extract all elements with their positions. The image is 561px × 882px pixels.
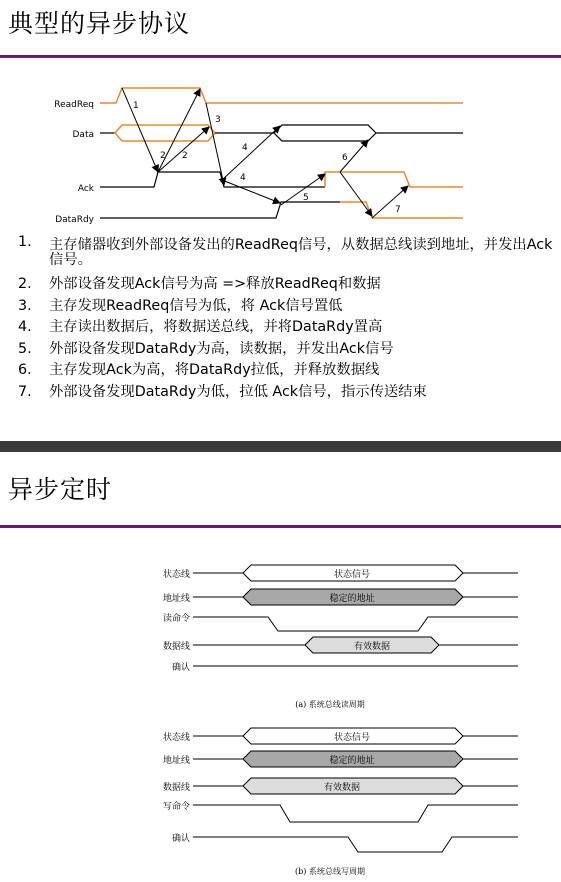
arrow-step-2b [158, 127, 209, 172]
bus-label-data: 有效数据 [323, 783, 361, 793]
arrow-step-4a [222, 126, 280, 180]
step-number-7: 7 [395, 205, 401, 215]
step-item: 2. 外部设备发现Ack信号为高 =>释放ReadReq和数据 [18, 276, 381, 292]
step-item: 5. 外部设备发现DataRdy为高，读数据，并发出Ack信号 [18, 340, 394, 357]
write-command-waveform [193, 805, 518, 822]
signal-label-data: Data [72, 130, 94, 140]
write-cycle-diagram [163, 728, 518, 876]
signal-label: 数据线 [162, 642, 190, 652]
slide-title: 异步定时 [8, 475, 113, 504]
arrow-step-7 [372, 186, 408, 218]
slide-separator [0, 441, 561, 452]
signal-label-readreq: ReadReq [54, 100, 94, 110]
arrow-step-6b [340, 172, 372, 216]
signal-label: 写命令 [162, 802, 190, 812]
bus-label-status: 状态信号 [333, 733, 371, 743]
read-command-waveform [193, 617, 518, 631]
handshake-timing-diagram [0, 78, 561, 230]
bus-cycle-timing-diagrams [0, 550, 561, 882]
datardy-waveform-black [100, 202, 340, 218]
step-item: 7. 外部设备发现DataRdy为低，拉低 Ack信号，指示传送结束 [18, 383, 427, 400]
data-valid-address [115, 125, 215, 141]
step-number-1: 1 [133, 101, 139, 111]
step-item: 4. 主存读出数据后，将数据送总线，并将DataRdy置高 [18, 319, 383, 335]
signal-label: 确认 [171, 834, 190, 844]
bus-label-address: 稳定的地址 [329, 594, 375, 604]
step-number-2a: 2 [160, 151, 166, 161]
read-cycle-diagram [163, 565, 518, 709]
title-rule [0, 55, 561, 58]
signal-label: 地址线 [162, 594, 190, 604]
arrow-step-1 [122, 88, 158, 172]
step-item: 3. 主存发现ReadReq信号为低，将 Ack信号置低 [18, 297, 343, 314]
bus-label-status: 状态信号 [333, 570, 371, 580]
title-rule [0, 525, 561, 528]
step-number-3: 3 [215, 115, 221, 125]
bus-label-address: 稳定的地址 [329, 756, 375, 766]
step-number-5: 5 [303, 193, 309, 203]
signal-label: 确认 [171, 663, 190, 673]
step-number-2b: 2 [182, 151, 188, 161]
arrow-step-4b [222, 180, 280, 203]
step-number-6: 6 [342, 153, 348, 163]
ack-waveform-black [100, 172, 325, 187]
signal-label: 状态线 [162, 733, 190, 743]
signal-label-datardy: DataRdy [55, 215, 94, 225]
step-number-4a: 4 [242, 143, 248, 153]
figure-caption-write: (b) 系统总线写周期 [295, 867, 365, 876]
signal-label: 状态线 [162, 570, 190, 580]
slide-async-timing [0, 452, 561, 882]
step-item: 6. 主存发现Ack为高，将DataRdy拉低，并释放数据线 [18, 362, 380, 378]
data-valid-read [274, 125, 376, 141]
signal-label: 数据线 [162, 783, 190, 793]
datardy-waveform-orange [340, 202, 463, 218]
ack-waveform [193, 837, 518, 852]
step-number-4b: 4 [240, 173, 246, 183]
signal-label: 读命令 [162, 614, 190, 624]
protocol-steps-list [18, 235, 558, 403]
signal-label-ack: Ack [77, 184, 94, 194]
slide-title: 典型的异步协议 [8, 9, 191, 38]
readreq-waveform [100, 88, 463, 103]
figure-caption-read: (a) 系统总线读周期 [295, 700, 365, 709]
bus-label-data: 有效数据 [353, 642, 391, 652]
signal-label: 地址线 [162, 756, 190, 766]
step-item: 1. 主存储器收到外部设备发出的ReadReq信号，从数据总线读到地址，并发出Ack信号。 [18, 234, 553, 268]
